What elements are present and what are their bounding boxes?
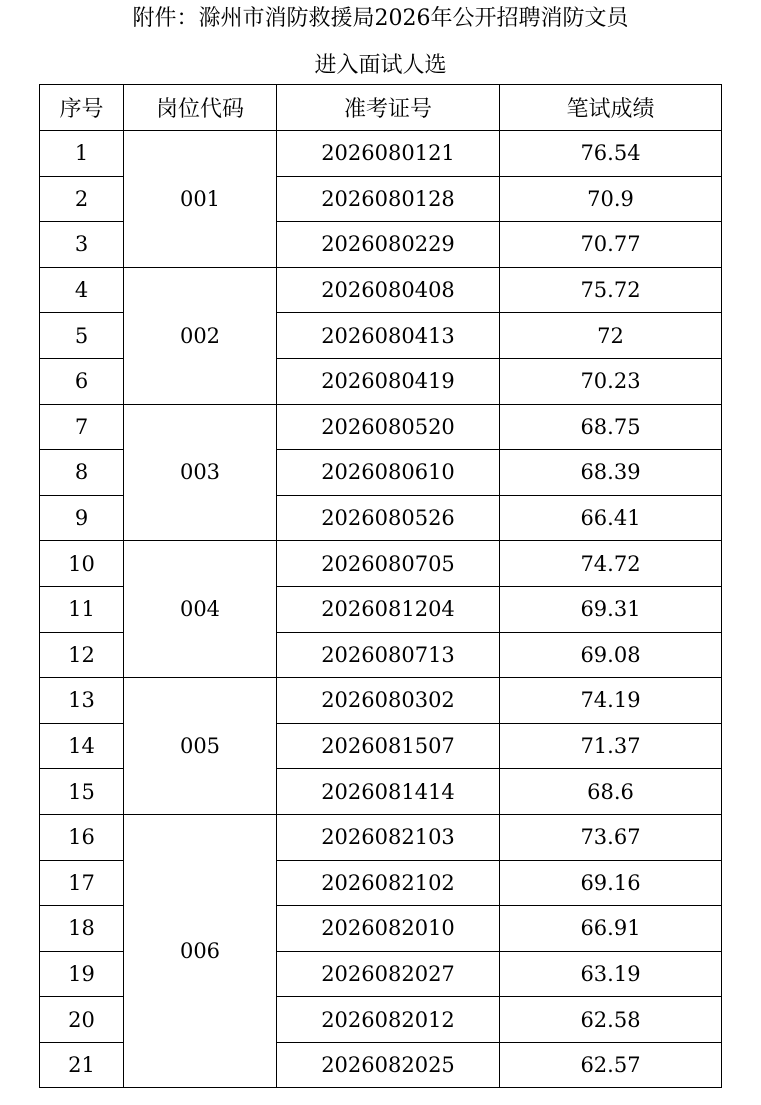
cell-ticket-number: 2026080610 (277, 450, 500, 496)
cell-serial: 7 (40, 404, 124, 450)
cell-ticket-number: 2026080121 (277, 131, 500, 177)
cell-written-score: 75.72 (500, 267, 722, 313)
cell-position-code: 002 (124, 267, 277, 404)
cell-written-score: 72 (500, 313, 722, 359)
cell-written-score: 70.23 (500, 358, 722, 404)
table-row (40, 814, 722, 860)
cell-written-score: 70.77 (500, 222, 722, 268)
cell-ticket-number: 2026080419 (277, 358, 500, 404)
cell-written-score: 74.19 (500, 678, 722, 724)
document-subtitle: 进入面试人选 (314, 53, 447, 78)
cell-position-code: 001 (124, 131, 277, 268)
cell-written-score: 62.58 (500, 997, 722, 1043)
cell-ticket-number: 2026080526 (277, 495, 500, 541)
cell-written-score: 66.41 (500, 495, 722, 541)
cell-ticket-number: 2026080302 (277, 678, 500, 724)
cell-ticket-number: 2026081204 (277, 586, 500, 632)
cell-serial: 2 (40, 176, 124, 222)
cell-written-score: 71.37 (500, 723, 722, 769)
cell-serial: 16 (40, 814, 124, 860)
cell-written-score: 74.72 (500, 541, 722, 587)
cell-serial: 20 (40, 997, 124, 1043)
cell-serial: 12 (40, 632, 124, 678)
candidates-table (39, 84, 722, 1088)
cell-serial: 19 (40, 951, 124, 997)
cell-serial: 1 (40, 131, 124, 177)
cell-position-code: 005 (124, 678, 277, 815)
cell-position-code: 006 (124, 814, 277, 1088)
table-row (40, 678, 722, 724)
cell-serial: 15 (40, 769, 124, 815)
cell-written-score: 73.67 (500, 814, 722, 860)
cell-serial: 4 (40, 267, 124, 313)
cell-ticket-number: 2026080128 (277, 176, 500, 222)
cell-ticket-number: 2026082103 (277, 814, 500, 860)
cell-ticket-number: 2026080713 (277, 632, 500, 678)
cell-ticket-number: 2026080520 (277, 404, 500, 450)
cell-ticket-number: 2026082025 (277, 1042, 500, 1088)
cell-serial: 5 (40, 313, 124, 359)
table-header-row (40, 85, 722, 131)
cell-position-code: 003 (124, 404, 277, 541)
cell-serial: 18 (40, 906, 124, 952)
cell-serial: 3 (40, 222, 124, 268)
cell-serial: 13 (40, 678, 124, 724)
table-row (40, 267, 722, 313)
cell-written-score: 66.91 (500, 906, 722, 952)
cell-written-score: 68.75 (500, 404, 722, 450)
cell-serial: 11 (40, 586, 124, 632)
cell-written-score: 76.54 (500, 131, 722, 177)
header-serial: 序号 (40, 85, 124, 131)
cell-serial: 10 (40, 541, 124, 587)
header-ticket-number: 准考证号 (277, 85, 500, 131)
cell-ticket-number: 2026080229 (277, 222, 500, 268)
header-position-code: 岗位代码 (124, 85, 277, 131)
cell-ticket-number: 2026080705 (277, 541, 500, 587)
cell-written-score: 69.31 (500, 586, 722, 632)
cell-serial: 21 (40, 1042, 124, 1088)
cell-written-score: 69.08 (500, 632, 722, 678)
cell-ticket-number: 2026082102 (277, 860, 500, 906)
table-row (40, 404, 722, 450)
cell-ticket-number: 2026080413 (277, 313, 500, 359)
cell-ticket-number: 2026082012 (277, 997, 500, 1043)
cell-serial: 14 (40, 723, 124, 769)
cell-serial: 6 (40, 358, 124, 404)
cell-written-score: 69.16 (500, 860, 722, 906)
cell-ticket-number: 2026082010 (277, 906, 500, 952)
cell-ticket-number: 2026080408 (277, 267, 500, 313)
table-row (40, 131, 722, 177)
table-row (40, 541, 722, 587)
cell-ticket-number: 2026082027 (277, 951, 500, 997)
cell-ticket-number: 2026081507 (277, 723, 500, 769)
cell-written-score: 62.57 (500, 1042, 722, 1088)
document-title: 附件：滁州市消防救援局2026年公开招聘消防文员 (132, 6, 629, 31)
cell-written-score: 68.39 (500, 450, 722, 496)
cell-serial: 8 (40, 450, 124, 496)
cell-written-score: 68.6 (500, 769, 722, 815)
header-written-score: 笔试成绩 (500, 85, 722, 131)
cell-ticket-number: 2026081414 (277, 769, 500, 815)
cell-serial: 9 (40, 495, 124, 541)
cell-written-score: 70.9 (500, 176, 722, 222)
cell-position-code: 004 (124, 541, 277, 678)
cell-written-score: 63.19 (500, 951, 722, 997)
cell-serial: 17 (40, 860, 124, 906)
